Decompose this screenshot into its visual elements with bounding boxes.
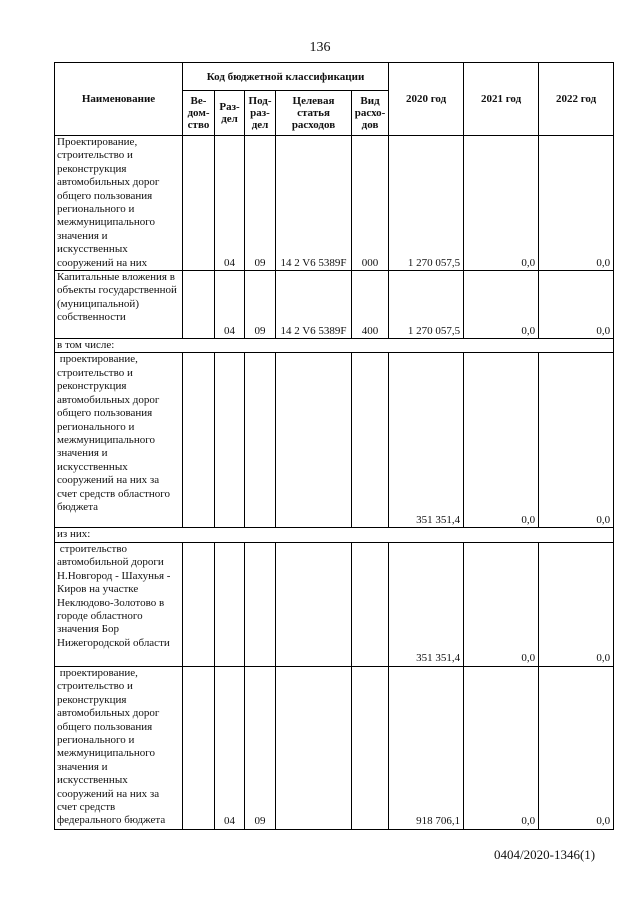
row-name: проектирование, строительство и реконструкция автомобильных дорог общего пользования регионального и межмуниципального значения и искусственных сооружений на них за счет средств федерального бюджета (55, 666, 183, 829)
row-vid (352, 666, 389, 829)
row-podrazdel (245, 542, 276, 666)
row-2021: 0,0 (464, 666, 539, 829)
row-2021: 0,0 (464, 271, 539, 339)
row-article: 14 2 V6 5389F (276, 271, 352, 339)
row-vid: 000 (352, 136, 389, 271)
row-name: Проектирование, строительство и реконструкция автомобильных дорог общего пользования регионального и межмуниципального значения и искусственных сооружений на них (55, 136, 183, 271)
table-row (55, 528, 614, 542)
header-vid: Вид расхо- дов (352, 91, 389, 136)
row-article (276, 353, 352, 528)
row-2020: 918 706,1 (389, 666, 464, 829)
header-podrazdel: Под- раз- дел (245, 91, 276, 136)
table-row (55, 353, 614, 528)
row-podrazdel: 09 (245, 136, 276, 271)
row-2021: 0,0 (464, 542, 539, 666)
document-code: 0404/2020-1346(1) (494, 847, 596, 862)
row-2020: 351 351,4 (389, 542, 464, 666)
row-label-including: в том числе: (55, 339, 614, 353)
header-article: Целевая статья расходов (276, 91, 352, 136)
row-vedomstvo (183, 136, 215, 271)
row-vid (352, 542, 389, 666)
row-2020: 351 351,4 (389, 353, 464, 528)
row-2020: 1 270 057,5 (389, 271, 464, 339)
header-2021: 2021 год (464, 63, 539, 136)
row-vedomstvo (183, 666, 215, 829)
row-2020: 1 270 057,5 (389, 136, 464, 271)
row-podrazdel (245, 353, 276, 528)
header-2022: 2022 год (539, 63, 614, 136)
row-razdel: 04 (215, 136, 245, 271)
row-name: проектирование, строительство и реконструкция автомобильных дорог общего пользования регионального и межмуниципального значения и искусственных сооружений на них за счет средств областного бюджета (55, 353, 183, 528)
budget-table (54, 62, 614, 830)
header-vedomstvo: Ве- дом- ство (183, 91, 215, 136)
table-row (55, 542, 614, 666)
row-2022: 0,0 (539, 136, 614, 271)
row-podrazdel: 09 (245, 666, 276, 829)
row-vedomstvo (183, 353, 215, 528)
header-name: Наименование (55, 63, 183, 136)
row-razdel: 04 (215, 271, 245, 339)
row-article: 14 2 V6 5389F (276, 136, 352, 271)
row-2022: 0,0 (539, 542, 614, 666)
page-number: 136 (309, 40, 331, 55)
row-vid: 400 (352, 271, 389, 339)
row-2021: 0,0 (464, 136, 539, 271)
row-label-of-them: из них: (55, 528, 614, 542)
row-2021: 0,0 (464, 353, 539, 528)
row-razdel: 04 (215, 666, 245, 829)
row-razdel (215, 353, 245, 528)
header-razdel: Раз- дел (215, 91, 245, 136)
row-razdel (215, 542, 245, 666)
row-article (276, 666, 352, 829)
row-podrazdel: 09 (245, 271, 276, 339)
row-2022: 0,0 (539, 271, 614, 339)
header-classification-code: Код бюджетной классификации (183, 63, 389, 91)
table-row (55, 136, 614, 271)
row-name: строительство автомобильной дороги Н.Новгород - Шахунья - Киров на участке Неклюдово-Золотово в городе областного значения Бор Нижегородской области (55, 542, 183, 666)
row-2022: 0,0 (539, 353, 614, 528)
header-2020: 2020 год (389, 63, 464, 136)
row-2022: 0,0 (539, 666, 614, 829)
table-row (55, 666, 614, 829)
table-row (55, 339, 614, 353)
row-name: Капитальные вложения в объекты государственной (муниципальной) собственности (55, 271, 183, 339)
row-article (276, 542, 352, 666)
row-vid (352, 353, 389, 528)
row-vedomstvo (183, 271, 215, 339)
table-row (55, 271, 614, 339)
row-vedomstvo (183, 542, 215, 666)
